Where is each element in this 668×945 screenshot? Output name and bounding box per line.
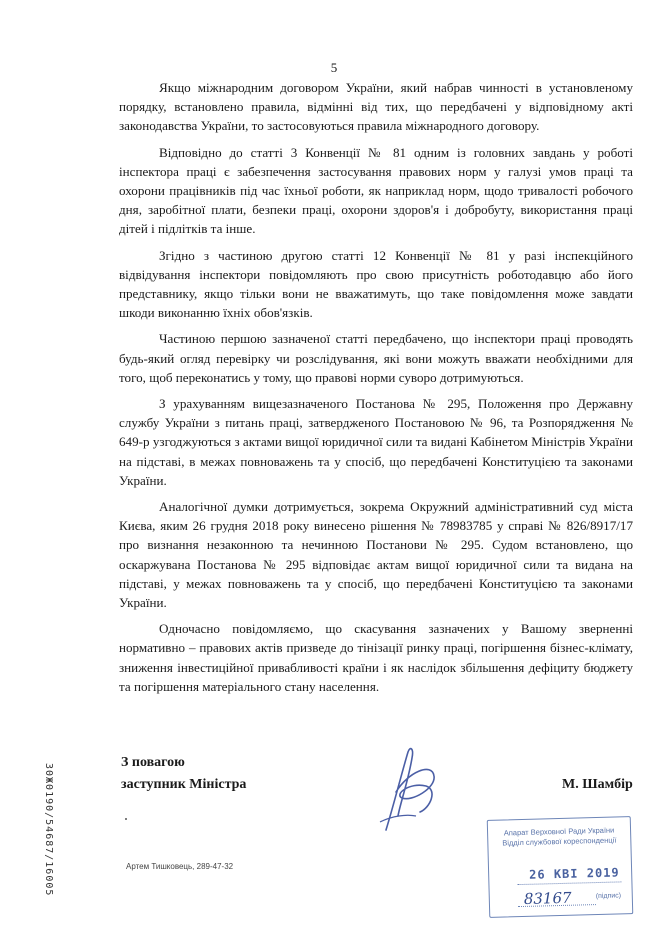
stamp-date: 26 КВІ 2019: [529, 865, 620, 882]
closing-greeting: З повагою: [121, 755, 185, 770]
incoming-stamp: [487, 816, 634, 918]
stamp-sign-label: (підпис): [595, 892, 622, 901]
signer-position: заступник Міністра: [121, 777, 247, 792]
signer-name: М. Шамбір: [562, 777, 633, 792]
paragraph: Якщо міжнародним договором України, який набрав чинності в установленому порядку, встановлено правила, відмінні від тих, що передбачені у відповідному акті законодавства України, то застосовуються правила міжнародного договору.: [119, 80, 633, 134]
stamp-rule: [517, 881, 621, 885]
paragraph: Частиною першою зазначеної статті передбачено, що інспектори праці проводять будь-який огляд перевірку чи розслідування, які вони можуть вважати необхідними для того, щоб переконатись у тому, що правові норми суворо дотримуються.: [119, 331, 633, 385]
registration-code: 30Ж0190/54687/16005: [43, 763, 54, 897]
letter-body: [119, 78, 633, 703]
paragraph: З урахуванням вищезазначеного Постанова № 295, Положення про Державну службу України з питань праці, затвердженого Постановою № 96, та Розпорядження № 649-р узгоджуються з актами вищої юридичної сили та видані Кабінетом Міністрів України на підставі, в межах повноважень та у спосіб, що передбачені Конституцією та законами України.: [119, 396, 633, 488]
stamp-number: 83167: [523, 888, 572, 908]
paragraph: Аналогічної думки дотримується, зокрема Окружний адміністративний суд міста Києва, яким 26 грудня 2018 року винесено рішення № 78983785 у справі № 826/8917/17 про визнання незаконною та нечинною Постанови № 295. Судом встановлено, що оскаржувана Постанова № 295 відповідає актам вищої юридичної сили та видана на підставі, у межах повноважень та у спосіб, що передбачені Конституцією та законами України.: [119, 499, 633, 611]
paragraph: Одночасно повідомляємо, що скасування зазначених у Вашому зверненні нормативно – правових актів призведе до тінізації ринку праці, погіршення бізнес-клімату, зниження інвестиційної привабливості країни і як наслідок збільшення дефіциту бюджету та погіршення матеріального стану населення.: [119, 621, 633, 694]
paragraph: Відповідно до статті 3 Конвенції № 81 одним із головних завдань у роботі інспектора праці є забезпечення застосування правових норм у галузі умов праці та охорони працівників під час їхньої роботи, як наприклад норм, щодо тривалості робочого дня, заробітної плати, безпеки праці, охорони здоров'я і добробуту, використання праці дітей і підлітків та інше.: [119, 144, 633, 237]
page-number: 5: [330, 60, 338, 75]
paragraph: Згідно з частиною другою статті 12 Конвенції № 81 у разі інспекційного відвідування інспектори повідомляють про свою присутність роботодавцю або його представнику, якщо тільки вони не вважатимуть, що таке повідомлення може завдати шкоди виконанню їхніх обов'язків.: [119, 247, 633, 321]
executor-line: Артем Тишковець, 289-47-32: [126, 862, 234, 871]
handwritten-signature: [372, 742, 452, 837]
stamp-organization: Апарат Верховної Ради України Відділ службової кореспонденції: [502, 825, 617, 848]
mark-dot: [125, 818, 127, 820]
